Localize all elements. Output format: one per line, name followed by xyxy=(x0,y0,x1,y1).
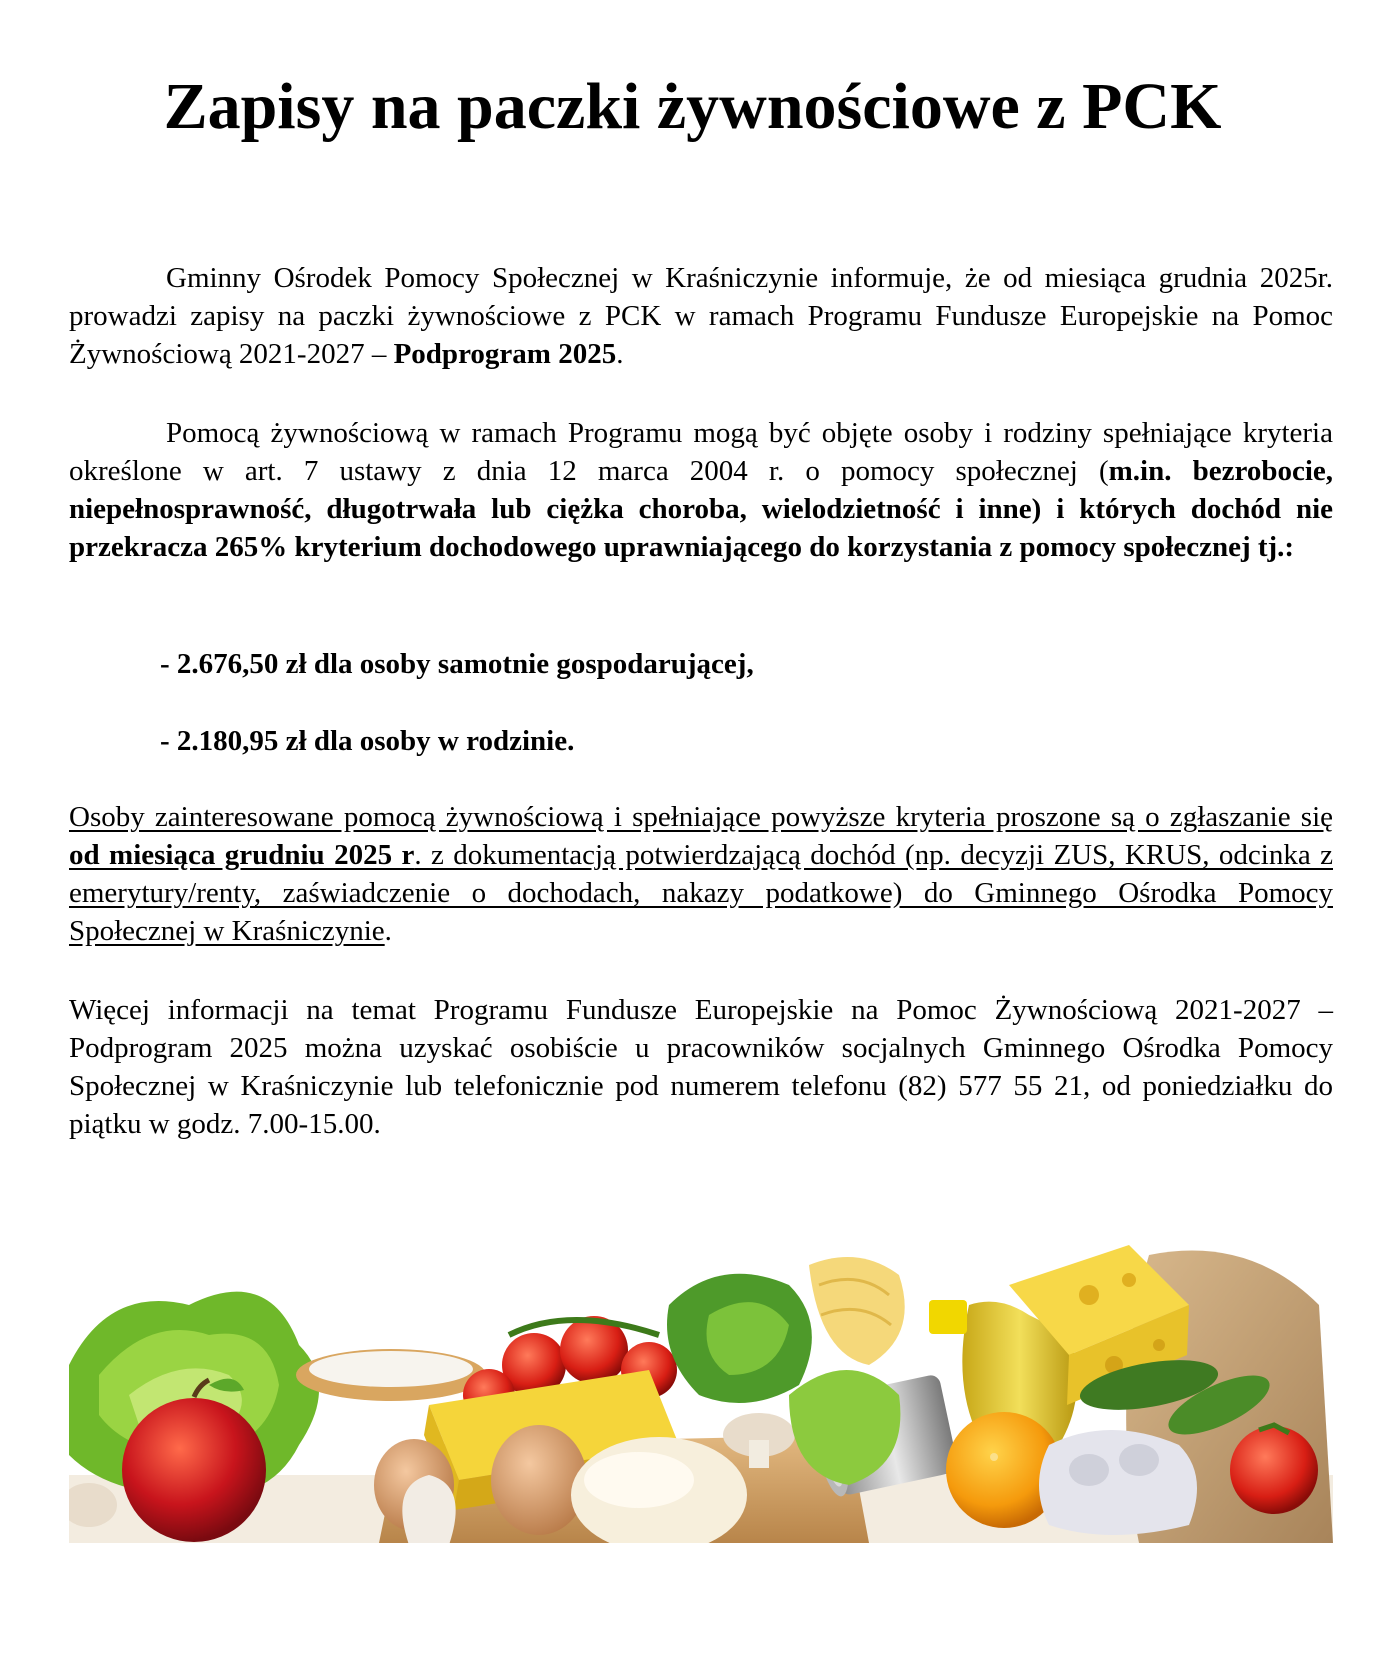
income-limit-single: - 2.676,50 zł dla osoby samotnie gospodarującej, xyxy=(160,648,754,680)
food-groceries-illustration xyxy=(69,1245,1333,1543)
paragraph-eligibility xyxy=(69,414,1333,566)
income-limit-family: - 2.180,95 zł dla osoby w rodzinie. xyxy=(160,725,575,757)
paragraph-announcement xyxy=(69,259,1333,373)
paragraph-contact-info xyxy=(69,991,1333,1143)
paragraph-registration-text-before: Osoby zainteresowane pomocą żywnościową i spełniające powyższe kryteria proszone są o zgłaszanie się xyxy=(69,801,1333,833)
paragraph-registration xyxy=(69,798,1333,950)
paragraph-contact-info-text: Więcej informacji na temat Programu Fundusze Europejskie na Pomoc Żywnościową 2021-2027 – Podprogram 2025 można uzyskać osobiście u pracowników socjalnych Gminnego Ośrodka Pomocy Społecznej w Kraśniczynie lub telefonicznie pod numerem telefonu (82) 577 55 21, od poniedziałku do piątku w godz. 7.00-15.00. xyxy=(69,994,1333,1140)
paragraph-registration-bold: od miesiąca grudniu 2025 r xyxy=(69,839,415,871)
paragraph-announcement-text: Gminny Ośrodek Pomocy Społecznej w Kraśniczynie informuje, że od miesiąca grudnia 2025r. prowadzi zapisy na paczki żywnościowe z PCK w ramach Programu Fundusze Europejskie na Pomoc Żywnościową 2021-2027 – xyxy=(69,262,1333,370)
paragraph-registration-text-after: . z dokumentacją potwierdzającą dochód (np. decyzji ZUS, KRUS, odcinka z emerytury/renty, zaświadczenie o dochodach, nakazy podatkowe) do Gminnego Ośrodka Pomocy Społecznej w Kraśniczynie xyxy=(69,839,1333,947)
paragraph-announcement-bold: Podprogram 2025 xyxy=(393,338,617,370)
paragraph-eligibility-bold: m.in. bezrobocie, niepełnosprawność, długotrwała lub ciężka choroba, wielodzietność i inne) i których dochód nie przekracza 265% kryterium dochodowego uprawniającego do korzystania z pomocy społecznej tj.: xyxy=(69,455,1333,563)
paragraph-eligibility-text: Pomocą żywnościową w ramach Programu mogą być objęte osoby i rodziny spełniające kryteria określone w art. 7 ustawy z dnia 12 marca 2004 r. o pomocy społecznej ( xyxy=(69,417,1333,487)
page-title: Zapisy na paczki żywnościowe z PCK xyxy=(163,70,1222,143)
paragraph-announcement-end: . xyxy=(616,338,624,370)
paragraph-registration-end: . xyxy=(384,915,392,947)
